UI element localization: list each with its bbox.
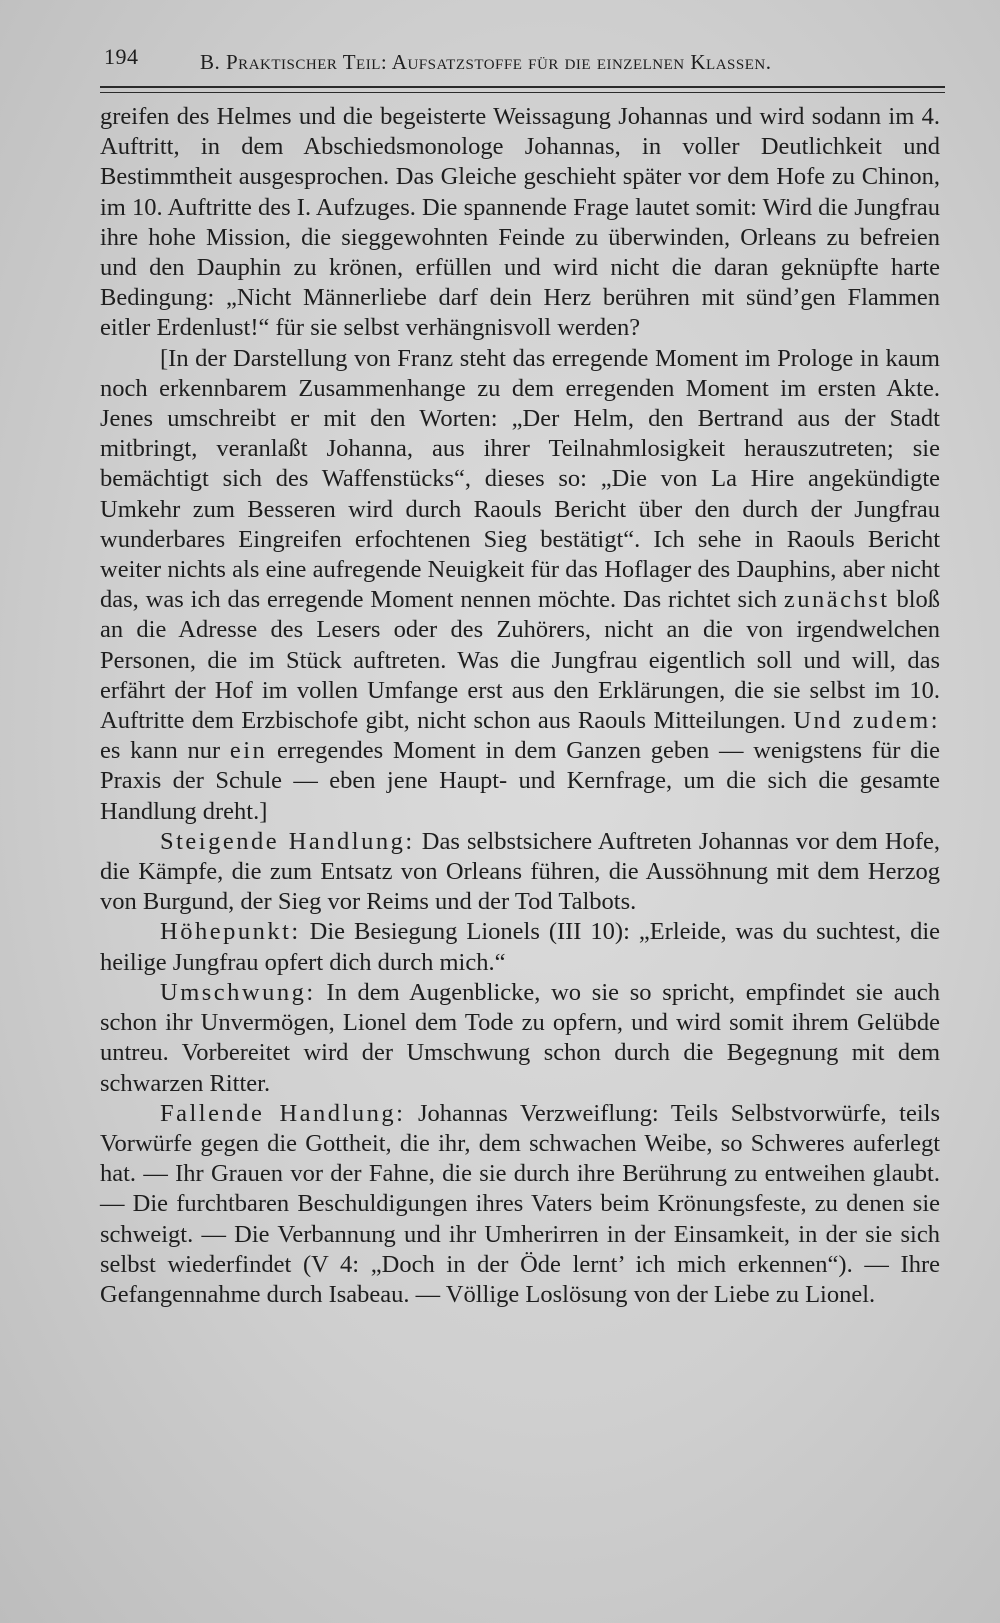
paragraph-text: greifen des Helmes und die begeisterte Weissagung Johannas und wird sodann im 4. Auftritt, in dem Abschiedsmonologe Johannas, in voller Deutlichkeit und Bestimmtheit ausgesprochen. Das Gleiche geschieht später vor dem Hofe zu Chinon, im 10. Auftritte des I. Aufzuges. Die spannende Frage lautet somit: Wird die Jungfrau ihre hohe Mission, die sieggewohnten Feinde zu überwinden, Orleans zu befreien und den Dauphin zu krönen, erfüllen und wird nicht die daran geknüpfte harte Bedingung: „Nicht Männerliebe darf dein Herz berühren mit sünd’gen Flammen eitler Erdenlust!“ für sie selbst verhängnisvoll werden? [100,103,940,342]
paragraph-text: erregendes Moment in dem Ganzen geben — wenigstens für die Praxis der Schule — eben jene Haupt- und Kernfrage, um die sich die gesamte Handlung dreht.] [100,737,940,825]
section-label: Fallende Handlung: [160,1099,406,1127]
section-label: Höhepunkt: [160,918,301,946]
section-label: Umschwung: [160,978,316,1006]
paragraph-text: In dem Augenblicke, wo sie so spricht, empfindet sie auch schon ihr Unvermögen, Lionel dem Tode zu opfern, und wird somit ihrem Gelübde untreu. Vorbereitet wird der Umschwung schon durch die Begegnung mit dem schwarzen Ritter. [100,978,941,1097]
paragraph-franz-critique [100,344,940,827]
paragraph-text: bloß an die Adresse des Lesers oder des Zuhörers, nicht an die von irgendwelchen Personen, die im Stück auftreten. Was die Jungfrau eigentlich soll und will, das erfährt der Hof im vollen Umfange erst aus den Erklärungen, die sie selbst im 10. Auftritte dem Erzbischofe gibt, nicht schon aus Raouls Mitteilungen. [100,586,941,735]
paragraph-hoehepunkt [100,917,940,977]
paragraph-continuation [100,102,940,344]
paragraph-text: Die Besiegung Lionels (III 10): „Erleide, was du suchtest, die heilige Jungfrau opfert dich durch mich.“ [100,918,941,976]
paragraph-fallende-handlung [100,1099,940,1310]
header-rule [100,86,945,93]
section-label: Steigende Handlung: [160,827,415,855]
paragraph-text: Das selbstsichere Auftreten Johannas vor dem Hofe, die Kämpfe, die zum Entsatz von Orleans führen, die Aussöhnung mit dem Herzog von Burgund, der Sieg vor Reims und der Tod Talbots. [100,827,941,916]
paragraph-text: [In der Darstellung von Franz steht das erregende Moment im Prologe in kaum noch erkennbarem Zusammenhange zu dem erregenden Moment im ersten Akte. Jenes umschreibt er mit den Worten: „Der Helm, den Bertrand aus der Stadt mitbringt, veranlaßt Johanna, aus ihrer Teilnahmlosigkeit herauszutreten; sie bemächtigt sich des Waffenstücks“, dieses so: „Die von La Hire angekündigte Umkehr zum Besseren wird durch Raouls Bericht über den durch der Jungfrau wunderbares Eingreifen erfochtenen Sieg bestätigt“. Ich sehe in Raouls Bericht weiter nichts als eine aufregende Neuigkeit für das Hoflager des Dauphins, aber nicht das, was ich das erregende Moment nennen möchte. Das richtet sich [100,344,940,614]
paragraph-umschwung [100,978,940,1099]
body-text [100,102,940,1310]
paragraph-text: Johannas Verzweiflung: Teils Selbstvorwürfe, teils Vorwürfe gegen die Gottheit, die ihr, dem schwachen Weibe, so Schweres auferlegt hat. — Ihr Grauen vor der Fahne, die sie durch ihre Berührung zu entweihen glaubt. — Die furchtbaren Beschuldigungen ihres Vaters beim Krönungsfeste, zu denen sie schweigt. — Die Verbannung und ihr Umherirren in der Einsamkeit, in der sie sich selbst wiederfindet (V 4: „Doch in der Öde lernt’ ich mich erkennen“). — Ihre Gefangennahme durch Isabeau. — Völlige Loslösung von der Liebe zu Lionel. [100,1099,940,1308]
running-title: B. Praktischer Teil: Aufsatzstoffe für die einzelnen Klassen. [200,50,772,74]
paragraph-steigende-handlung [100,827,940,918]
page-number: 194 [104,44,139,69]
emphasis-spaced: zunächst [783,586,890,614]
emphasis-spaced: Und zudem: [793,707,940,735]
paragraph-text: es kann nur [100,737,221,765]
emphasis-spaced: ein [229,737,268,765]
